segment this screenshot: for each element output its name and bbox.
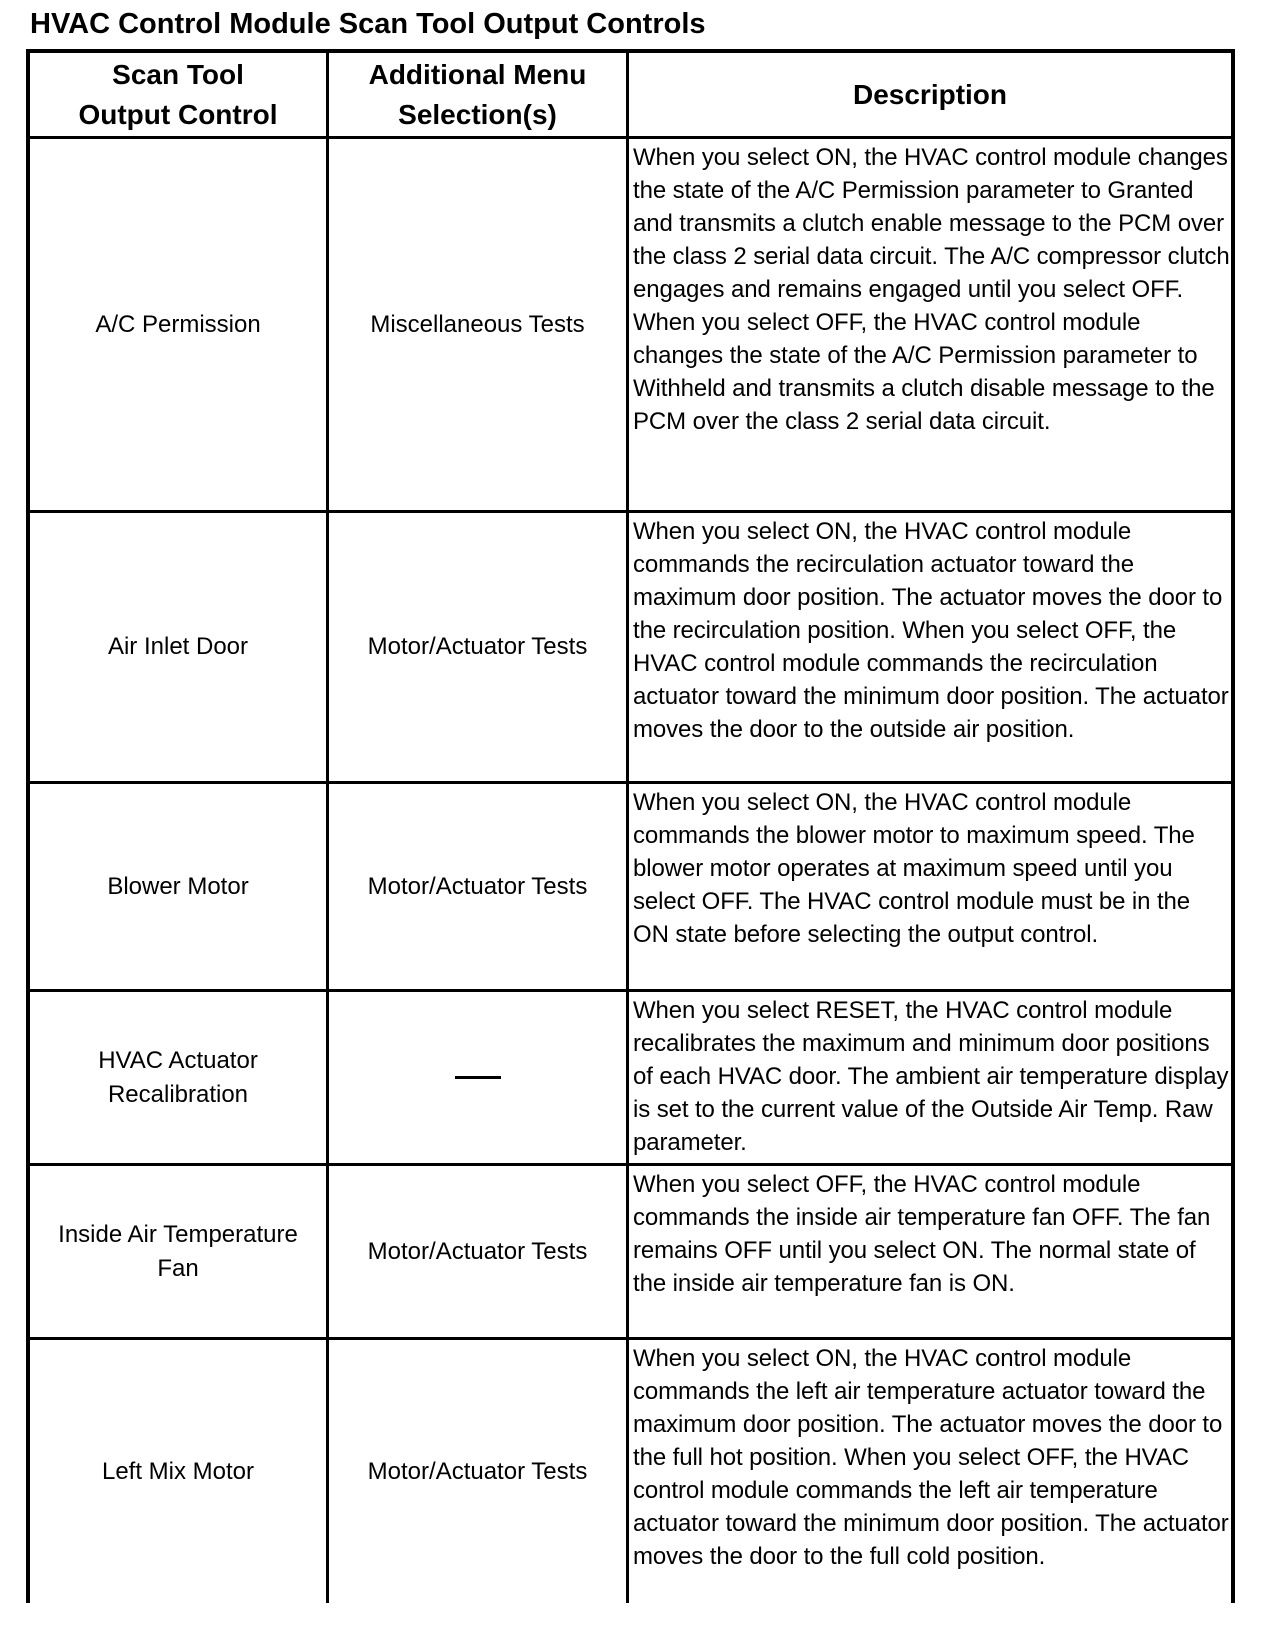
- table-row-description: When you select ON, the HVAC control module commands the recirculation actuator toward the maximum door position. The actuator moves the door to the recirculation position. When you select OFF, the HVAC control module commands the recirculation actuator toward the minimum door position. The actuator moves the door to the outside air position.: [633, 518, 1229, 743]
- document-title: HVAC Control Module Scan Tool Output Controls: [30, 8, 706, 40]
- table-border-right: [1231, 49, 1235, 1603]
- table-row-menu: Motor/Actuator Tests: [367, 872, 588, 900]
- control-name: Left Mix Motor: [101, 1457, 255, 1485]
- control-name: Fan: [157, 1254, 199, 1282]
- header-scan-tool-output-control: [30, 53, 326, 136]
- table-row-description: When you select OFF, the HVAC control module commands the inside air temperature fan OFF. The fan remains OFF until you select ON. The normal state of the inside air temperature fan is ON.: [633, 1171, 1211, 1297]
- control-name: Air Inlet Door: [107, 633, 249, 660]
- header-line: Output Control: [78, 98, 278, 130]
- table-row-control: [30, 1166, 326, 1337]
- table-row-control: [30, 513, 326, 781]
- control-name: Recalibration: [107, 1080, 249, 1108]
- table-row-menu: Miscellaneous Tests: [370, 310, 585, 338]
- table-row-menu: Motor/Actuator Tests: [367, 1237, 588, 1265]
- control-name: Blower Motor: [107, 872, 249, 900]
- header-additional-menu-selections: [329, 53, 626, 136]
- header-line: Additional Menu: [368, 58, 587, 90]
- header-description: Description: [852, 78, 1008, 110]
- table-row-menu: Motor/Actuator Tests: [367, 1457, 588, 1485]
- table-row-description: When you select RESET, the HVAC control module recalibrates the maximum and minimum door positions of each HVAC door. The ambient air temperature display is set to the current value of the Outside Air Temp. Raw parameter.: [633, 997, 1229, 1156]
- table-row-description: When you select ON, the HVAC control module commands the left air temperature actuator toward the maximum door position. The actuator moves the door to the full hot position. When you select OFF, the HVAC control module commands the left air temperature actuator toward the minimum door position. The actuator moves the door to the full cold position.: [633, 1345, 1229, 1570]
- table-row-description: When you select ON, the HVAC control module commands the blower motor to maximum speed. The blower motor operates at maximum speed until you select OFF. The HVAC control module must be in the ON state before selecting the output control.: [633, 789, 1195, 948]
- table-row-control: [30, 992, 326, 1163]
- table-row-menu-empty: [329, 992, 626, 1163]
- table-row-control: [30, 139, 326, 510]
- table-row-control: [30, 1340, 326, 1603]
- control-name: Inside Air Temperature: [58, 1220, 298, 1248]
- header-line: Scan Tool: [112, 58, 244, 90]
- em-dash-placeholder: [455, 1076, 501, 1079]
- header-line: Selection(s): [398, 98, 557, 130]
- output-controls-table: [26, 49, 1235, 1603]
- control-name: A/C Permission: [95, 310, 261, 338]
- control-name: HVAC Actuator: [98, 1046, 258, 1074]
- table-row-control: [30, 784, 326, 989]
- table-row-description: When you select ON, the HVAC control module changes the state of the A/C Permission parameter to Granted and transmits a clutch enable message to the PCM over the class 2 serial data circuit. The A/C compressor clutch engages and remains engaged until you select OFF. When you select OFF, the HVAC control module changes the state of the A/C Permission parameter to Withheld and transmits a clutch disable message to the PCM over the class 2 serial data circuit.: [633, 144, 1230, 435]
- table-row-menu: Motor/Actuator Tests: [367, 633, 588, 660]
